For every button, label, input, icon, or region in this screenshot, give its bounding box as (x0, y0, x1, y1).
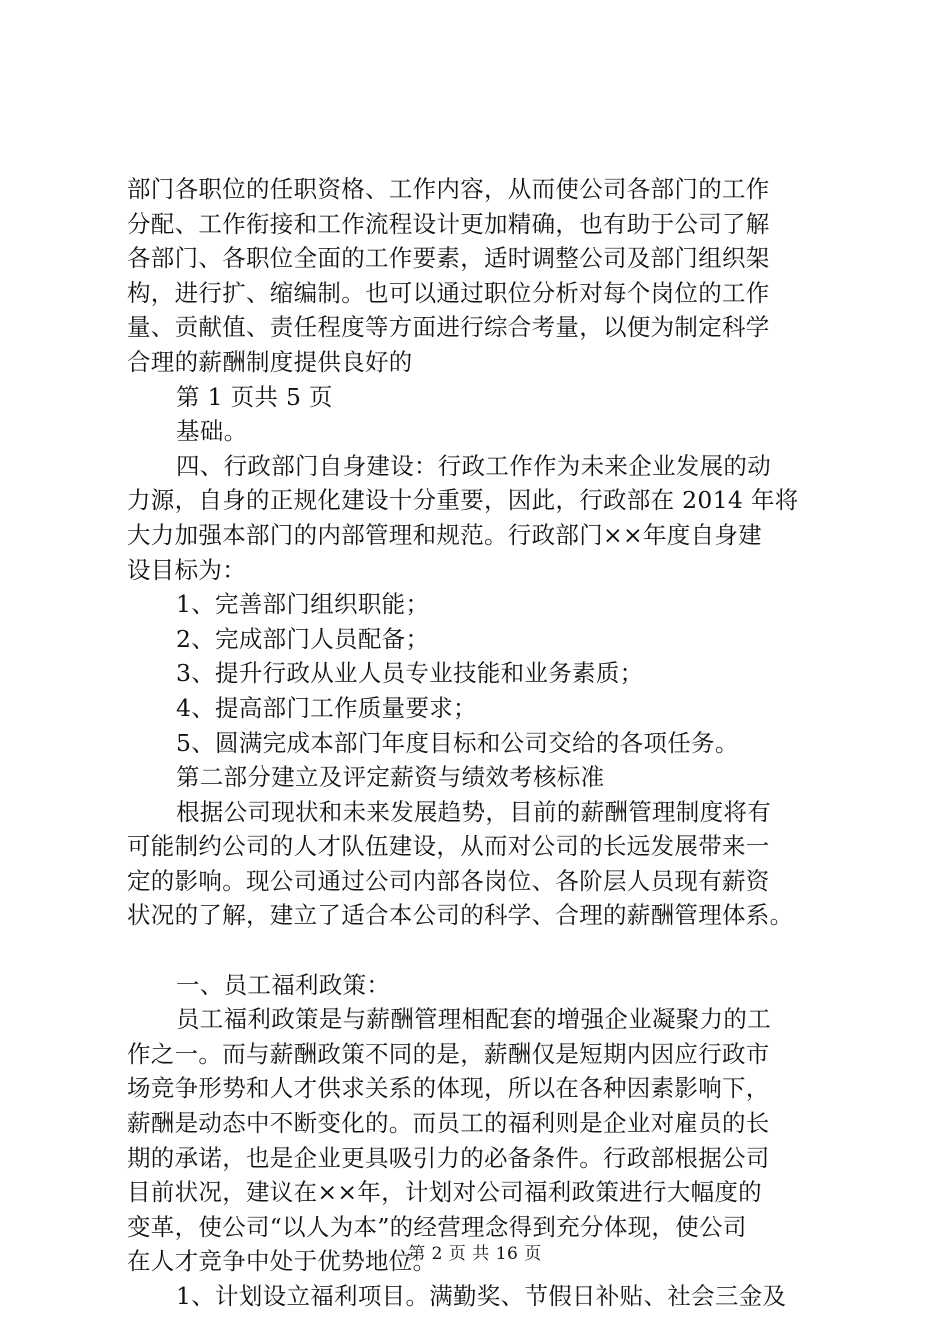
text-line: 状况的了解，建立了适合本公司的科学、合理的薪酬管理体系。 (127, 901, 794, 930)
text-line: 薪酬是动态中不断变化的。而员工的福利则是企业对雇员的长 (127, 1109, 770, 1138)
text-line: 定的影响。现公司通过公司内部各岗位、各阶层人员现有薪资 (127, 866, 770, 895)
text-line: 一、员工福利政策： (176, 970, 391, 999)
text-line: 设目标为： (127, 555, 246, 584)
text-line: 4、提高部门工作质量要求； (176, 693, 477, 722)
text-line: 可能制约公司的人才队伍建设，从而对公司的长远发展带来一 (127, 832, 770, 861)
text-line: 四、行政部门自身建设：行政工作作为未来企业发展的动 (176, 451, 771, 480)
text-line: 部门各职位的任职资格、工作内容，从而使公司各部门的工作 (127, 175, 770, 203)
text-line: 5、圆满完成本部门年度目标和公司交给的各项任务。 (176, 728, 739, 757)
text-line: 力源，自身的正规化建设十分重要，因此，行政部在 2014 年将 (127, 486, 799, 515)
text-line: 第 1 页共 5 页 (176, 382, 333, 411)
text-line: 根据公司现状和未来发展趋势，目前的薪酬管理制度将有 (176, 797, 771, 826)
text-line: 第二部分建立及评定薪资与绩效考核标准 (176, 763, 605, 792)
text-line: 在人才竞争中处于优势地位。 (127, 1247, 437, 1276)
text-line: 构，进行扩、缩编制。也可以通过职位分析对每个岗位的工作 (127, 278, 770, 307)
text-line: 合理的薪酬制度提供良好的 (127, 347, 413, 376)
text-line: 分配、工作衔接和工作流程设计更加精确，也有助于公司了解 (127, 209, 770, 238)
text-line: 1、完善部门组织职能； (176, 590, 430, 619)
text-line: 员工福利政策是与薪酬管理相配套的增强企业凝聚力的工 (176, 1005, 771, 1034)
text-line: 各部门、各职位全面的工作要素，适时调整公司及部门组织架 (127, 244, 770, 273)
text-line: 1、计划设立福利项目。满勤奖、节假日补贴、社会三金及 (176, 1282, 787, 1310)
text-line: 场竞争形势和人才供求关系的体现，所以在各种因素影响下， (127, 1074, 770, 1103)
text-line: 变革，使公司“以人为本”的经营理念得到充分体现，使公司 (127, 1212, 747, 1241)
text-line: 2、完成部门人员配备； (176, 624, 430, 653)
text-line: 目前状况，建议在××年，计划对公司福利政策进行大幅度的 (127, 1178, 762, 1207)
text-line: 大力加强本部门的内部管理和规范。行政部门××年度自身建 (127, 520, 762, 549)
text-line: 3、提升行政从业人员专业技能和业务素质； (176, 659, 644, 688)
blank-line (127, 933, 847, 968)
text-line: 期的承诺，也是企业更具吸引力的必备条件。行政部根据公司 (127, 1143, 770, 1172)
text-line: 基础。 (176, 417, 248, 446)
body-text (127, 172, 847, 1314)
text-line: 量、贡献值、责任程度等方面进行综合考量，以便为制定科学 (127, 313, 770, 342)
page-footer: 第 2 页 共 16 页 (408, 1244, 542, 1264)
text-line: 作之一。而与薪酬政策不同的是，薪酬仅是短期内因应行政市 (127, 1039, 770, 1068)
